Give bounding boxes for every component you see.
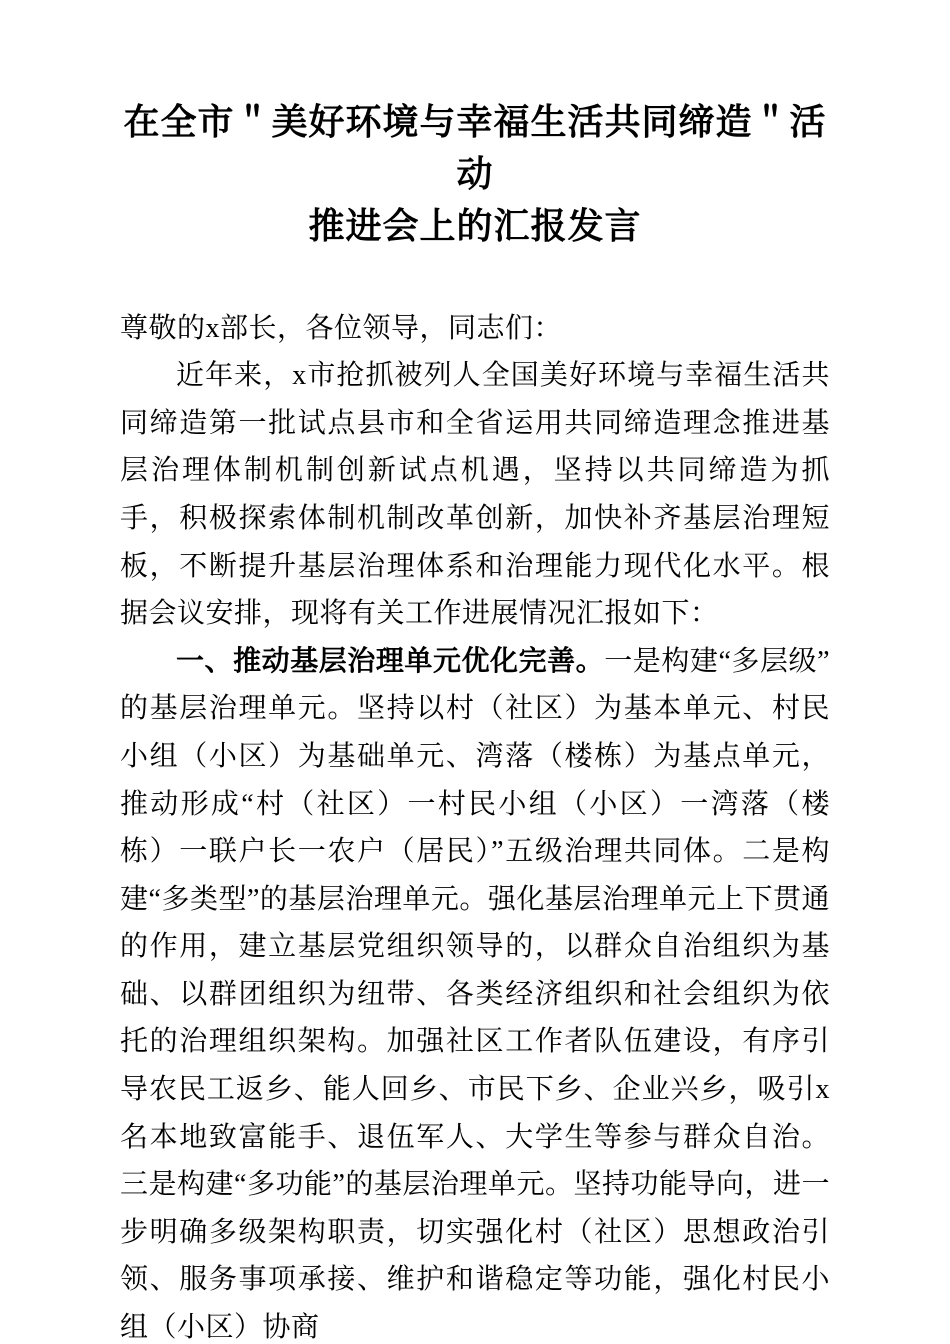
salutation-paragraph: 尊敬的x部长，各位领导，同志们： bbox=[120, 312, 563, 344]
document-title bbox=[120, 96, 830, 253]
intro-paragraph: 近年来，x市抢抓被列人全国美好环境与幸福生活共同缔造第一批试点县市和全省运用共同缔造理念推进基层治理体制机制创新试点机遇，坚持以共同缔造为抓手，积极探索体制机制改革创新，加快补齐基层治理短板，不断提升基层治理体系和治理能力现代化水平。根据会议安排，现将有关工作进展情况汇报如下： bbox=[120, 360, 830, 630]
document-title-line-1: 在全市＂美好环境与幸福生活共同缔造＂活动 bbox=[123, 102, 827, 195]
section-one-heading: 一、推动基层治理单元优化完善。 bbox=[176, 645, 605, 677]
document-title-line-2: 推进会上的汇报发言 bbox=[308, 206, 642, 247]
section-one-paragraph bbox=[120, 638, 830, 1344]
section-one-body: 一是构建“多层级”的基层治理单元。坚持以村（社区）为基本单元、村民小组（小区）为基础单元、湾落（楼栋）为基点单元，推动形成“村（社区）一村民小组（小区）一湾落（楼栋）一联户长一农户（居民）”五级治理共同体。二是构建“多类型”的基层治理单元。强化基层治理单元上下贯通的作用，建立基层党组织领导的，以群众自治组织为基础、以群团组织为纽带、各类经济组织和社会组织为依托的治理组织架构。加强社区工作者队伍建设，有序引导农民工返乡、能人回乡、市民下乡、企业兴乡，吸引x名本地致富能手、退伍军人、大学生等参与群众自治。三是构建“多功能”的基层治理单元。坚持功能导向，进一步明确多级架构职责，切实强化村（社区）思想政治引领、服务事项承接、维护和谐稳定等功能，强化村民小组（小区）协商 bbox=[120, 645, 830, 1344]
document-body bbox=[120, 305, 830, 1344]
